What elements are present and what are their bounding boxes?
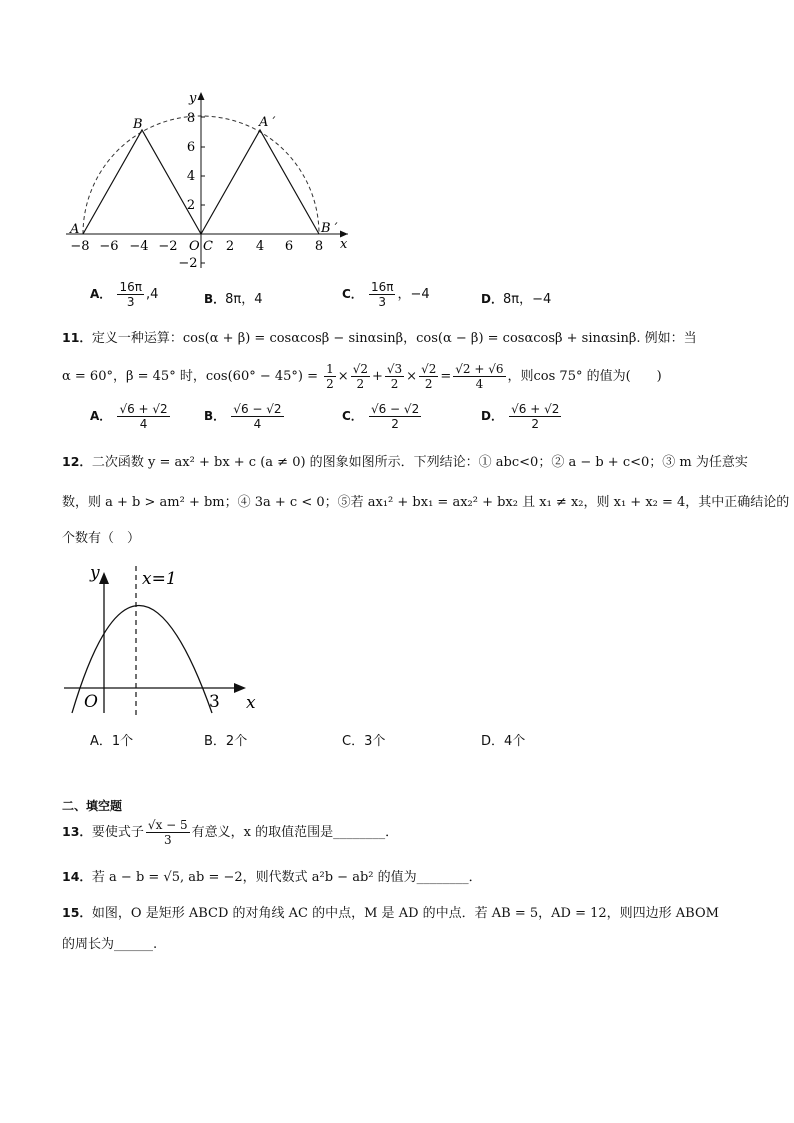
q12-option-c[interactable]: C．3个 xyxy=(342,734,386,749)
x-tick-neg4: −4 xyxy=(129,239,149,254)
q11-option-c[interactable]: C． $\frac{√6 - √2}{2}$ xyxy=(342,402,420,431)
figure-semicircle-triangles xyxy=(58,88,358,278)
q11-option-b[interactable]: B． $\frac{√6 - √2}{4}$ xyxy=(204,402,282,431)
label-x: x xyxy=(246,693,256,713)
y-tick-neg2: −2 xyxy=(178,256,198,271)
y-tick-8: 8 xyxy=(186,111,196,126)
x-tick-6: 6 xyxy=(284,239,294,254)
q12-line2: 数，则 a + b > am² + bm；④ 3a + c < 0；⑤若 ax₁² + bx₁ = ax₂² + bx₂ 且 x₁ ≠ x₂，则 x₁ + x₂ = 4，其中正确结论的 xyxy=(62,495,790,510)
q15-line2: 的周长为______. xyxy=(62,937,158,952)
label-o: O xyxy=(189,239,200,254)
q12-option-a[interactable]: A．1个 xyxy=(90,734,134,749)
y-axis-arrow xyxy=(198,92,205,100)
q11-line1: 11．定义一种运算：cos(α + β) = cosαcosβ − sinαsinβ，cos(α − β) = cosαcosβ + sinαsinβ. 例如：当 xyxy=(62,330,697,346)
q11-line2: α = 60°，β = 45° 时，cos(60° − 45°) = $\frac{1}{2}$ × $\frac{√2}{2}$ + $\frac{√3}{2}$ × $\frac{√2}{2}$ = $\frac{√2 + √6}{4}$ ，则cos 75° 的值为( ) xyxy=(62,362,662,391)
label-x: x xyxy=(340,237,348,252)
x-axis-arrow xyxy=(234,683,246,693)
q10-option-b[interactable]: B．8π，4 xyxy=(204,292,263,307)
q12-option-d[interactable]: D．4个 xyxy=(481,734,526,749)
label-axis: x=1 xyxy=(142,569,177,589)
x-tick-neg8: −8 xyxy=(70,239,90,254)
y-tick-6: 6 xyxy=(186,140,196,155)
q10-option-a[interactable]: A． $\frac{16\pi}{3}$ ,4 xyxy=(90,280,159,309)
x-tick-4: 4 xyxy=(255,239,265,254)
q11-option-d[interactable]: D． $\frac{√6 + √2}{2}$ xyxy=(481,402,560,431)
label-c: C xyxy=(203,239,213,254)
q15-line1: 15．如图，O 是矩形 ABCD 的对角线 AC 的中点，M 是 AD 的中点．若 AB = 5，AD = 12，则四边形 ABOM xyxy=(62,905,719,921)
x-tick-neg2: −2 xyxy=(158,239,178,254)
section-heading: 二、填空题 xyxy=(62,799,123,813)
q10-option-d[interactable]: D．8π，−4 xyxy=(481,292,552,307)
triangle-a-prime-b-prime xyxy=(201,130,319,234)
label-3: 3 xyxy=(209,692,220,712)
q12-option-b[interactable]: B．2个 xyxy=(204,734,248,749)
label-b: B xyxy=(133,117,143,132)
y-tick-2: 2 xyxy=(186,198,196,213)
triangle-abc xyxy=(83,130,201,234)
figure-parabola xyxy=(62,558,272,718)
q13: 13．要使式子 $\frac{√x - 5}{3}$ 有意义，x 的取值范围是________． xyxy=(62,818,399,847)
q11-option-a[interactable]: A． $\frac{√6 + √2}{4}$ xyxy=(90,402,168,431)
label-y: y xyxy=(189,91,197,106)
q14: 14．若 a − b = √5, ab = −2，则代数式 a²b − ab² 的值为________． xyxy=(62,869,482,885)
y-tick-4: 4 xyxy=(186,169,196,184)
label-a-prime: A ′ xyxy=(259,115,276,130)
q12-line1: 12．二次函数 y = ax² + bx + c (a ≠ 0) 的图象如图所示．下列结论：① abc<0；② a − b + c<0；③ m 为任意实 xyxy=(62,454,748,470)
label-y: y xyxy=(90,563,100,583)
x-tick-8: 8 xyxy=(314,239,324,254)
y-axis-arrow xyxy=(99,572,109,584)
q12-line3: 个数有（ ） xyxy=(62,531,141,546)
x-tick-neg6: −6 xyxy=(99,239,119,254)
q10-option-c[interactable]: C． $\frac{16\pi}{3}$ ，−4 xyxy=(342,280,430,309)
label-a: A xyxy=(70,222,80,237)
x-tick-2: 2 xyxy=(225,239,235,254)
label-b-prime: B ′ xyxy=(321,221,338,236)
label-o: O xyxy=(84,692,98,712)
